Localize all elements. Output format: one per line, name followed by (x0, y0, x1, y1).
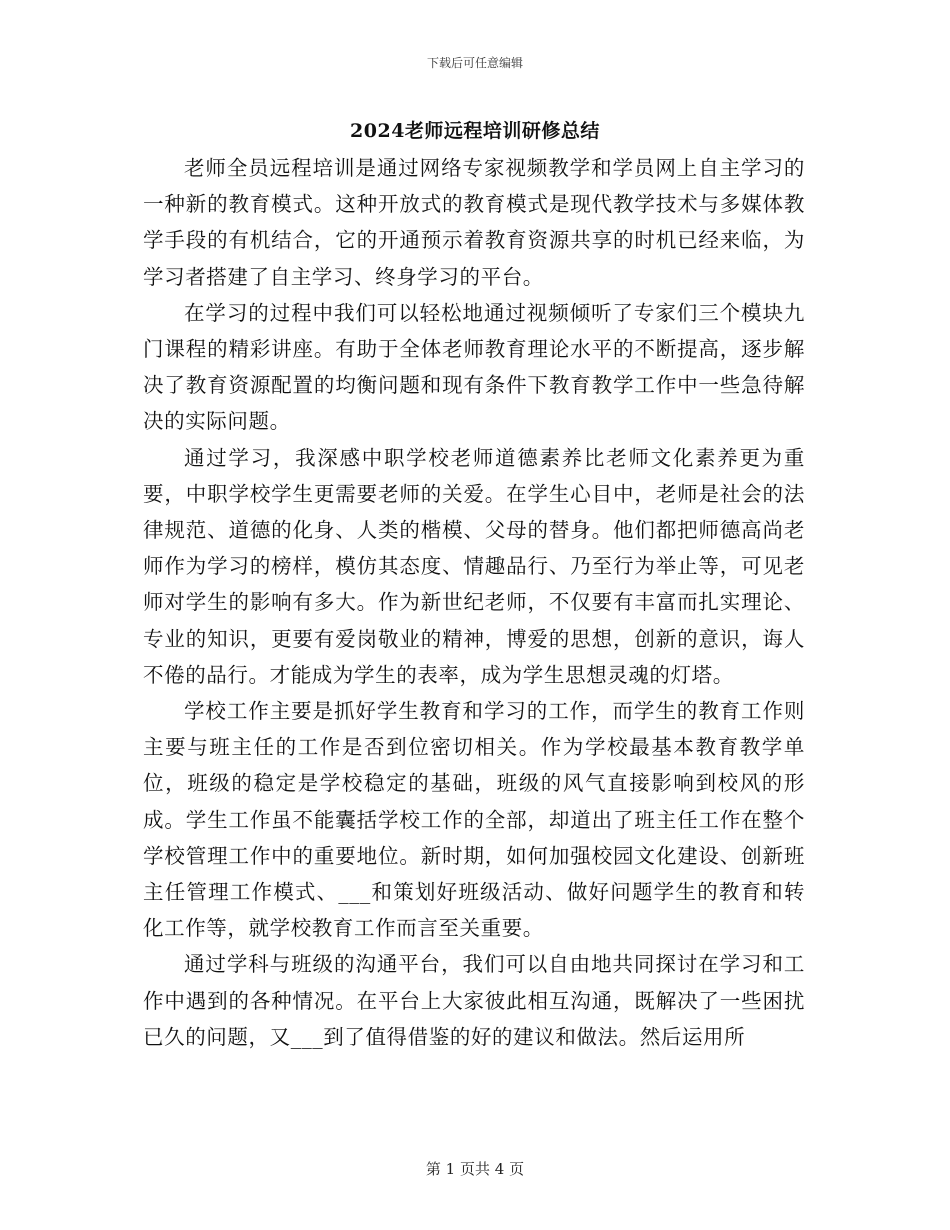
header-note: 下载后可任意编辑 (426, 56, 523, 70)
paragraph-1: 老师全员远程培训是通过网络专家视频教学和学员网上自主学习的一种新的教育模式。这种开放式的教育模式是现代教学技术与多媒体教学手段的有机结合，它的开通预示着教育资源共享的时机已经来临，为学习者搭建了自主学习、终身学习的平台。 (143, 156, 805, 289)
paragraph-5: 通过学科与班级的沟通平台，我们可以自由地共同探讨在学习和工作中遇到的各种情况。在平台上大家彼此相互沟通，既解决了一些困扰已久的问题，又___到了值得借鉴的好的建议和做法。然后运用所 (143, 952, 805, 1049)
page-number: 第 1 页共 4 页 (425, 1160, 525, 1178)
paragraph-3: 通过学习，我深感中职学校老师道德素养比老师文化素养更为重要，中职学校学生更需要老师的关爱。在学生心目中，老师是社会的法律规范、道德的化身、人类的楷模、父母的替身。他们都把师德高尚老师作为学习的榜样，模仿其态度、情趣品行、乃至行为举止等，可见老师对学生的影响有多大。作为新世纪老师，不仅要有丰富而扎实理论、专业的知识，更要有爱岗敬业的精神，博爱的思想，创新的意识，诲人不倦的品行。才能成为学生的表率，成为学生思想灵魂的灯塔。 (143, 445, 805, 687)
document-title: 2024老师远程培训研修总结 (350, 120, 600, 142)
paragraph-2: 在学习的过程中我们可以轻松地通过视频倾听了专家们三个模块九门课程的精彩讲座。有助于全体老师教育理论水平的不断提高，逐步解决了教育资源配置的均衡问题和现有条件下教育教学工作中一些急待解决的实际问题。 (143, 300, 805, 434)
document-body (143, 150, 805, 1055)
paragraph-4: 学校工作主要是抓好学生教育和学习的工作，而学生的教育工作则主要与班主任的工作是否到位密切相关。作为学校最基本教育教学单位，班级的稳定是学校稳定的基础，班级的风气直接影响到校风的形成。学生工作虽不能囊括学校工作的全部，却道出了班主任工作在整个学校管理工作中的重要地位。新时期，如何加强校园文化建设、创新班主任管理工作模式、___和策划好班级活动、做好问题学生的教育和转化工作等，就学校教育工作而言至关重要。 (143, 699, 805, 941)
